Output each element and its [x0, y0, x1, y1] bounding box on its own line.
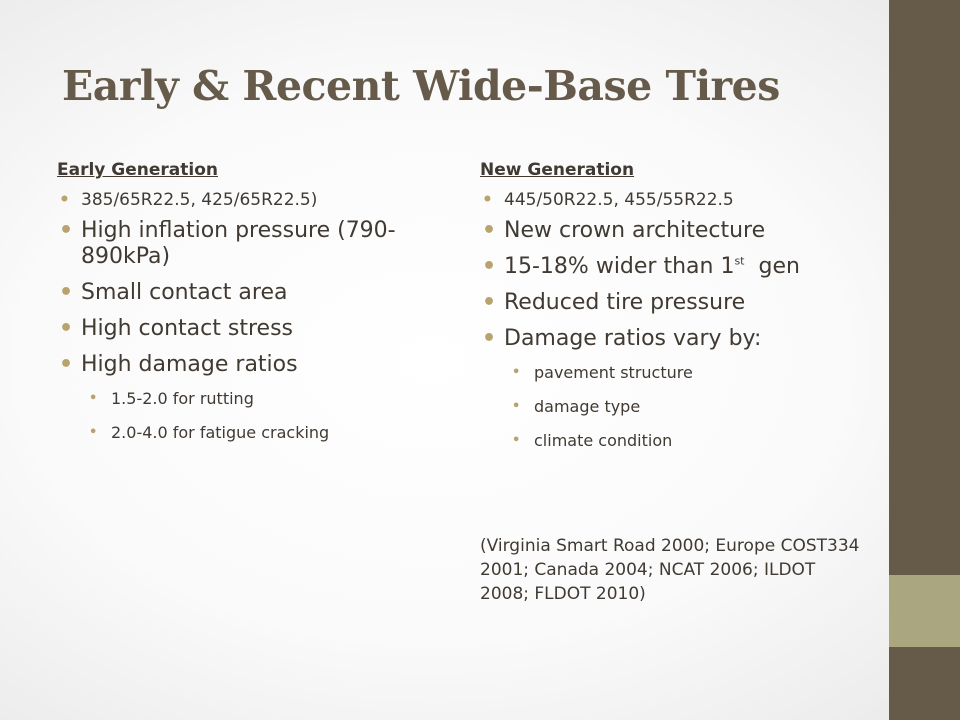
- decorative-side-accent: [889, 575, 960, 647]
- ordinal-suffix: st: [734, 254, 745, 268]
- list-item: • New crown architecture: [480, 218, 880, 244]
- early-generation-column: [57, 160, 437, 456]
- sub-list-item: • pavement structure: [480, 362, 880, 384]
- early-generation-heading: Early Generation: [57, 160, 219, 180]
- sub-list-item: • 2.0-4.0 for fatigue cracking: [57, 422, 437, 444]
- sub-list-item: • 1.5-2.0 for rutting: [57, 388, 437, 410]
- list-item-wider: [480, 254, 880, 280]
- new-generation-heading: New Generation: [480, 160, 635, 180]
- list-item: • High damage ratios: [57, 352, 437, 378]
- gen-text: gen: [744, 254, 800, 279]
- list-item: • High contact stress: [57, 316, 437, 342]
- list-item: • High inflation pressure (790-890kPa): [57, 218, 437, 270]
- list-item: • 445/50R22.5, 455/55R22.5: [480, 188, 880, 212]
- list-item: • Small contact area: [57, 280, 437, 306]
- list-item: • Reduced tire pressure: [480, 290, 880, 316]
- sub-list-item: • climate condition: [480, 430, 880, 452]
- sub-list-item: • damage type: [480, 396, 880, 418]
- list-item: • Damage ratios vary by:: [480, 326, 880, 352]
- new-generation-list: [480, 188, 880, 452]
- slide-title: Early & Recent Wide-Base Tires: [62, 62, 780, 110]
- citation-text: (Virginia Smart Road 2000; Europe COST334 2001; Canada 2004; NCAT 2006; ILDOT 2008; FLDOT 2010): [480, 536, 860, 604]
- early-generation-list: [57, 188, 437, 444]
- wider-text: 15-18% wider than 1: [504, 254, 735, 279]
- list-item: • 385/65R22.5, 425/65R22.5): [57, 188, 437, 212]
- new-generation-column: [480, 160, 880, 464]
